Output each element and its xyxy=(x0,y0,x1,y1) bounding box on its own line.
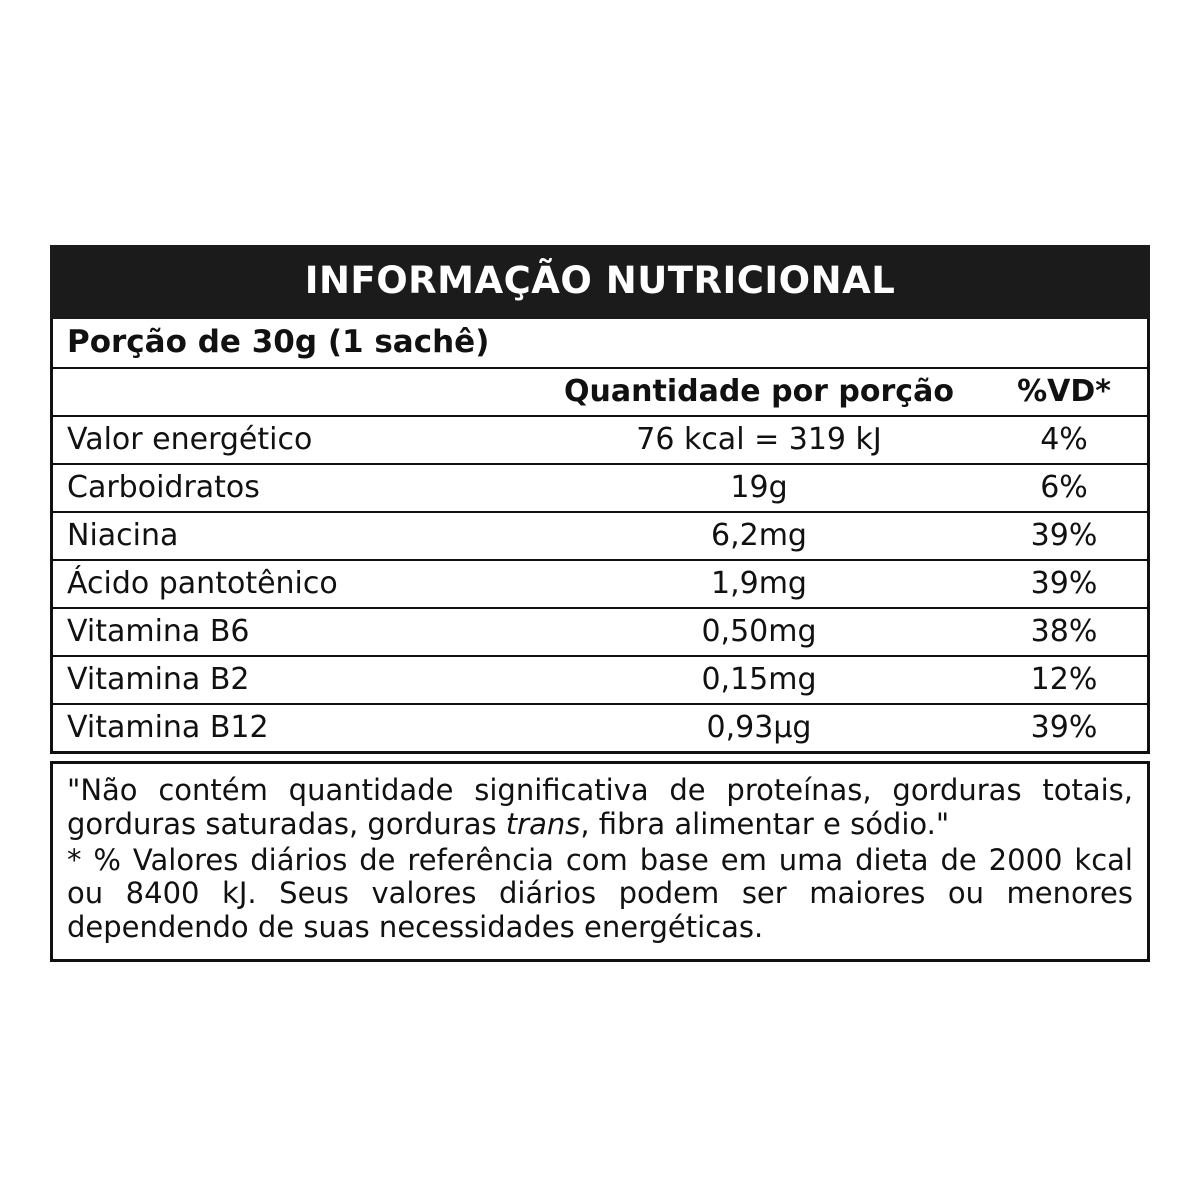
nutrient-vd: 12% xyxy=(1030,661,1098,697)
nutrient-name: Valor energético xyxy=(67,421,313,457)
nutrient-vd: 38% xyxy=(1030,613,1098,649)
nutrient-name: Vitamina B12 xyxy=(67,709,269,745)
footnote-block xyxy=(50,761,1150,963)
table-row xyxy=(53,465,1147,513)
nutrient-amount: 1,9mg xyxy=(711,565,807,601)
nutrient-vd: 39% xyxy=(1030,709,1098,745)
footnote-line-1-part2: , fibra alimentar e sódio." xyxy=(580,806,950,841)
nutrition-table xyxy=(50,319,1150,754)
nutrient-amount: 6,2mg xyxy=(711,517,807,553)
nutrient-amount: 0,50mg xyxy=(701,613,817,649)
nutrient-name: Vitamina B6 xyxy=(67,613,250,649)
nutrient-amount: 0,15mg xyxy=(701,661,817,697)
nutrition-facts-label xyxy=(50,245,1150,962)
nutrient-amount: 19g xyxy=(730,469,788,505)
footnote-line-1 xyxy=(67,774,1133,842)
nutrient-name: Carboidratos xyxy=(67,469,260,505)
nutrient-name: Ácido pantotênico xyxy=(67,565,338,601)
column-header-amount: Quantidade por porção xyxy=(564,373,954,409)
footnote-line-2: * % Valores diários de referência com base em uma dieta de 2000 kcal ou 8400 kJ. Seus valores diários podem ser maiores ou menores dependendo de suas necessidades energéticas. xyxy=(67,842,1133,945)
serving-size-text: Porção de 30g (1 sachê) xyxy=(67,324,490,360)
label-header-title: INFORMAÇÃO NUTRICIONAL xyxy=(50,245,1150,319)
nutrient-vd: 6% xyxy=(1040,469,1088,505)
nutrient-vd: 39% xyxy=(1030,565,1098,601)
column-header-row xyxy=(53,369,1147,417)
nutrient-vd: 4% xyxy=(1040,421,1088,457)
footnote-line-1-italic: trans xyxy=(505,806,581,841)
table-row xyxy=(53,609,1147,657)
table-row xyxy=(53,513,1147,561)
nutrient-name: Vitamina B2 xyxy=(67,661,250,697)
footnote-line-1-part1: "Não contém quantidade significativa de proteínas, gorduras totais, gorduras saturadas, gorduras xyxy=(67,772,1133,841)
nutrient-name: Niacina xyxy=(67,517,179,553)
nutrient-amount: 0,93µg xyxy=(706,709,812,745)
table-row xyxy=(53,561,1147,609)
serving-row xyxy=(53,319,1147,369)
nutrient-amount: 76 kcal = 319 kJ xyxy=(636,421,882,457)
table-row xyxy=(53,705,1147,751)
column-header-name xyxy=(53,390,523,401)
table-row xyxy=(53,657,1147,705)
column-header-vd: %VD* xyxy=(1017,373,1111,409)
table-row xyxy=(53,417,1147,465)
nutrient-vd: 39% xyxy=(1030,517,1098,553)
